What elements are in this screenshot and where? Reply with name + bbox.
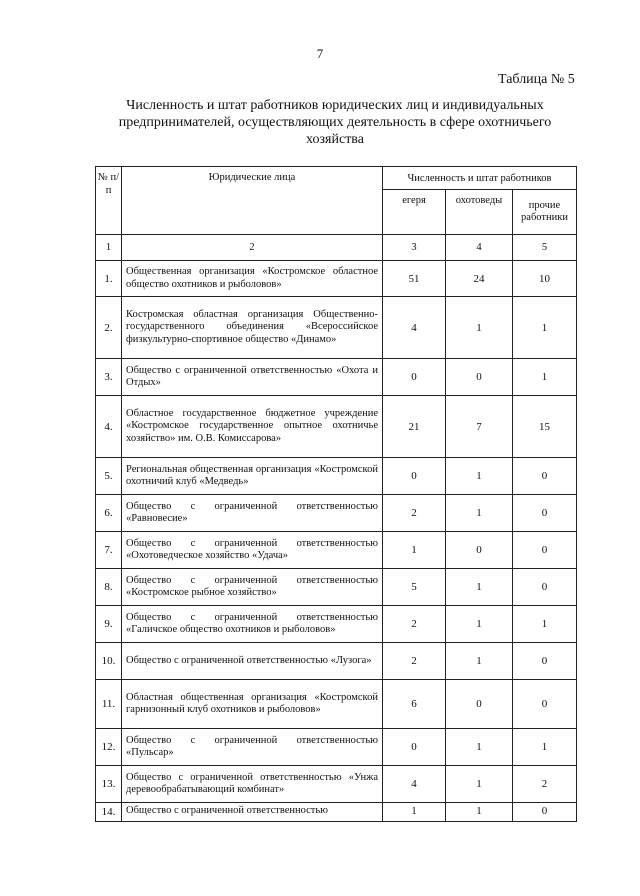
- other-workers-count: 1: [513, 359, 577, 396]
- column-number: 1: [96, 235, 122, 261]
- game-managers-count: 7: [446, 396, 513, 458]
- table-row: [96, 495, 577, 532]
- table-row: [96, 532, 577, 569]
- game-managers-count: 24: [446, 261, 513, 297]
- other-workers-count: 0: [513, 569, 577, 606]
- huntsmen-count: 2: [383, 606, 446, 643]
- other-workers-count: 2: [513, 766, 577, 803]
- column-number: 3: [383, 235, 446, 261]
- row-number: 2.: [96, 297, 122, 359]
- row-number: 4.: [96, 396, 122, 458]
- other-workers-count: 0: [513, 458, 577, 495]
- game-managers-count: 1: [446, 606, 513, 643]
- entity-name: Общество с ограниченной ответственностью «Лузога»: [122, 643, 383, 680]
- header-row: [96, 167, 577, 190]
- row-number: 1.: [96, 261, 122, 297]
- entity-name: Общество с ограниченной ответственностью «Равновесие»: [122, 495, 383, 532]
- row-number: 10.: [96, 643, 122, 680]
- entity-name: Общество с ограниченной ответственностью «Галичское общество охотников и рыболовов»: [122, 606, 383, 643]
- table-row: [96, 297, 577, 359]
- table-row: [96, 680, 577, 729]
- other-workers-count: 0: [513, 495, 577, 532]
- huntsmen-count: 2: [383, 643, 446, 680]
- huntsmen-count: 5: [383, 569, 446, 606]
- other-workers-count: 0: [513, 680, 577, 729]
- other-workers-count: 1: [513, 297, 577, 359]
- entity-name: Костромская областная организация Общественно-государственного объединения «Всероссийское физкультурно-спортивное общество «Динамо»: [122, 297, 383, 359]
- table-caption: Таблица № 5: [498, 72, 575, 87]
- table-row: [96, 396, 577, 458]
- table-row: [96, 643, 577, 680]
- game-managers-count: 0: [446, 532, 513, 569]
- other-workers-count: 10: [513, 261, 577, 297]
- entity-name: Региональная общественная организация «Костромской охотничий клуб «Медведь»: [122, 458, 383, 495]
- row-number: 11.: [96, 680, 122, 729]
- game-managers-count: 1: [446, 495, 513, 532]
- game-managers-count: 1: [446, 458, 513, 495]
- column-numbers-row: [96, 235, 577, 261]
- huntsmen-count: 0: [383, 458, 446, 495]
- staff-table: [95, 166, 577, 822]
- header-game-managers: охотоведы: [446, 190, 513, 235]
- other-workers-count: 15: [513, 396, 577, 458]
- entity-name: Областное государственное бюджетное учреждение «Костромское государственное опытное охотничье хозяйство» им. О.В. Комиссарова»: [122, 396, 383, 458]
- table-body: [96, 261, 577, 822]
- other-workers-count: 1: [513, 729, 577, 766]
- header-huntsmen: егеря: [383, 190, 446, 235]
- huntsmen-count: 0: [383, 359, 446, 396]
- table-row: [96, 803, 577, 822]
- huntsmen-count: 1: [383, 532, 446, 569]
- huntsmen-count: 21: [383, 396, 446, 458]
- table-row: [96, 606, 577, 643]
- other-workers-count: 0: [513, 532, 577, 569]
- header-other: прочие работники: [513, 190, 577, 235]
- row-number: 12.: [96, 729, 122, 766]
- header-staff: Численность и штат работников: [383, 167, 577, 190]
- game-managers-count: 1: [446, 766, 513, 803]
- page-number: 7: [316, 46, 324, 61]
- other-workers-count: 0: [513, 643, 577, 680]
- row-number: 6.: [96, 495, 122, 532]
- table-row: [96, 766, 577, 803]
- entity-name: Общество с ограниченной ответственностью «Костромское рыбное хозяйство»: [122, 569, 383, 606]
- game-managers-count: 1: [446, 803, 513, 822]
- huntsmen-count: 51: [383, 261, 446, 297]
- table-row: [96, 261, 577, 297]
- game-managers-count: 1: [446, 569, 513, 606]
- game-managers-count: 1: [446, 729, 513, 766]
- entity-name: Общество с ограниченной ответственностью «Пульсар»: [122, 729, 383, 766]
- huntsmen-count: 4: [383, 297, 446, 359]
- entity-name: Общество с ограниченной ответственностью «Унжа деревообрабатывающий комбинат»: [122, 766, 383, 803]
- table-row: [96, 458, 577, 495]
- row-number: 7.: [96, 532, 122, 569]
- row-number: 13.: [96, 766, 122, 803]
- huntsmen-count: 1: [383, 803, 446, 822]
- table-row: [96, 729, 577, 766]
- huntsmen-count: 2: [383, 495, 446, 532]
- header-num: № п/п: [96, 167, 122, 235]
- column-number: 4: [446, 235, 513, 261]
- row-number: 14.: [96, 803, 122, 822]
- row-number: 3.: [96, 359, 122, 396]
- row-number: 5.: [96, 458, 122, 495]
- entity-name: Общество с ограниченной ответственностью «Охота и Отдых»: [122, 359, 383, 396]
- row-number: 8.: [96, 569, 122, 606]
- huntsmen-count: 4: [383, 766, 446, 803]
- entity-name: Областная общественная организация «Костромской гарнизонный клуб охотников и рыболовов»: [122, 680, 383, 729]
- other-workers-count: 0: [513, 803, 577, 822]
- game-managers-count: 1: [446, 643, 513, 680]
- table-row: [96, 359, 577, 396]
- huntsmen-count: 0: [383, 729, 446, 766]
- entity-name: Общество с ограниченной ответственностью: [122, 803, 383, 822]
- table-row: [96, 569, 577, 606]
- column-number: 5: [513, 235, 577, 261]
- game-managers-count: 1: [446, 297, 513, 359]
- huntsmen-count: 6: [383, 680, 446, 729]
- header-entities: Юридические лица: [122, 167, 383, 235]
- game-managers-count: 0: [446, 680, 513, 729]
- document-title: Численность и штат работников юридических лиц и индивидуальных предпринимателей, осуществляющих деятельность в сфере охотничьего хозяйства: [118, 98, 552, 147]
- game-managers-count: 0: [446, 359, 513, 396]
- row-number: 9.: [96, 606, 122, 643]
- entity-name: Общество с ограниченной ответственностью «Охотоведческое хозяйство «Удача»: [122, 532, 383, 569]
- column-number: 2: [122, 235, 383, 261]
- other-workers-count: 1: [513, 606, 577, 643]
- entity-name: Общественная организация «Костромское областное общество охотников и рыболовов»: [122, 261, 383, 297]
